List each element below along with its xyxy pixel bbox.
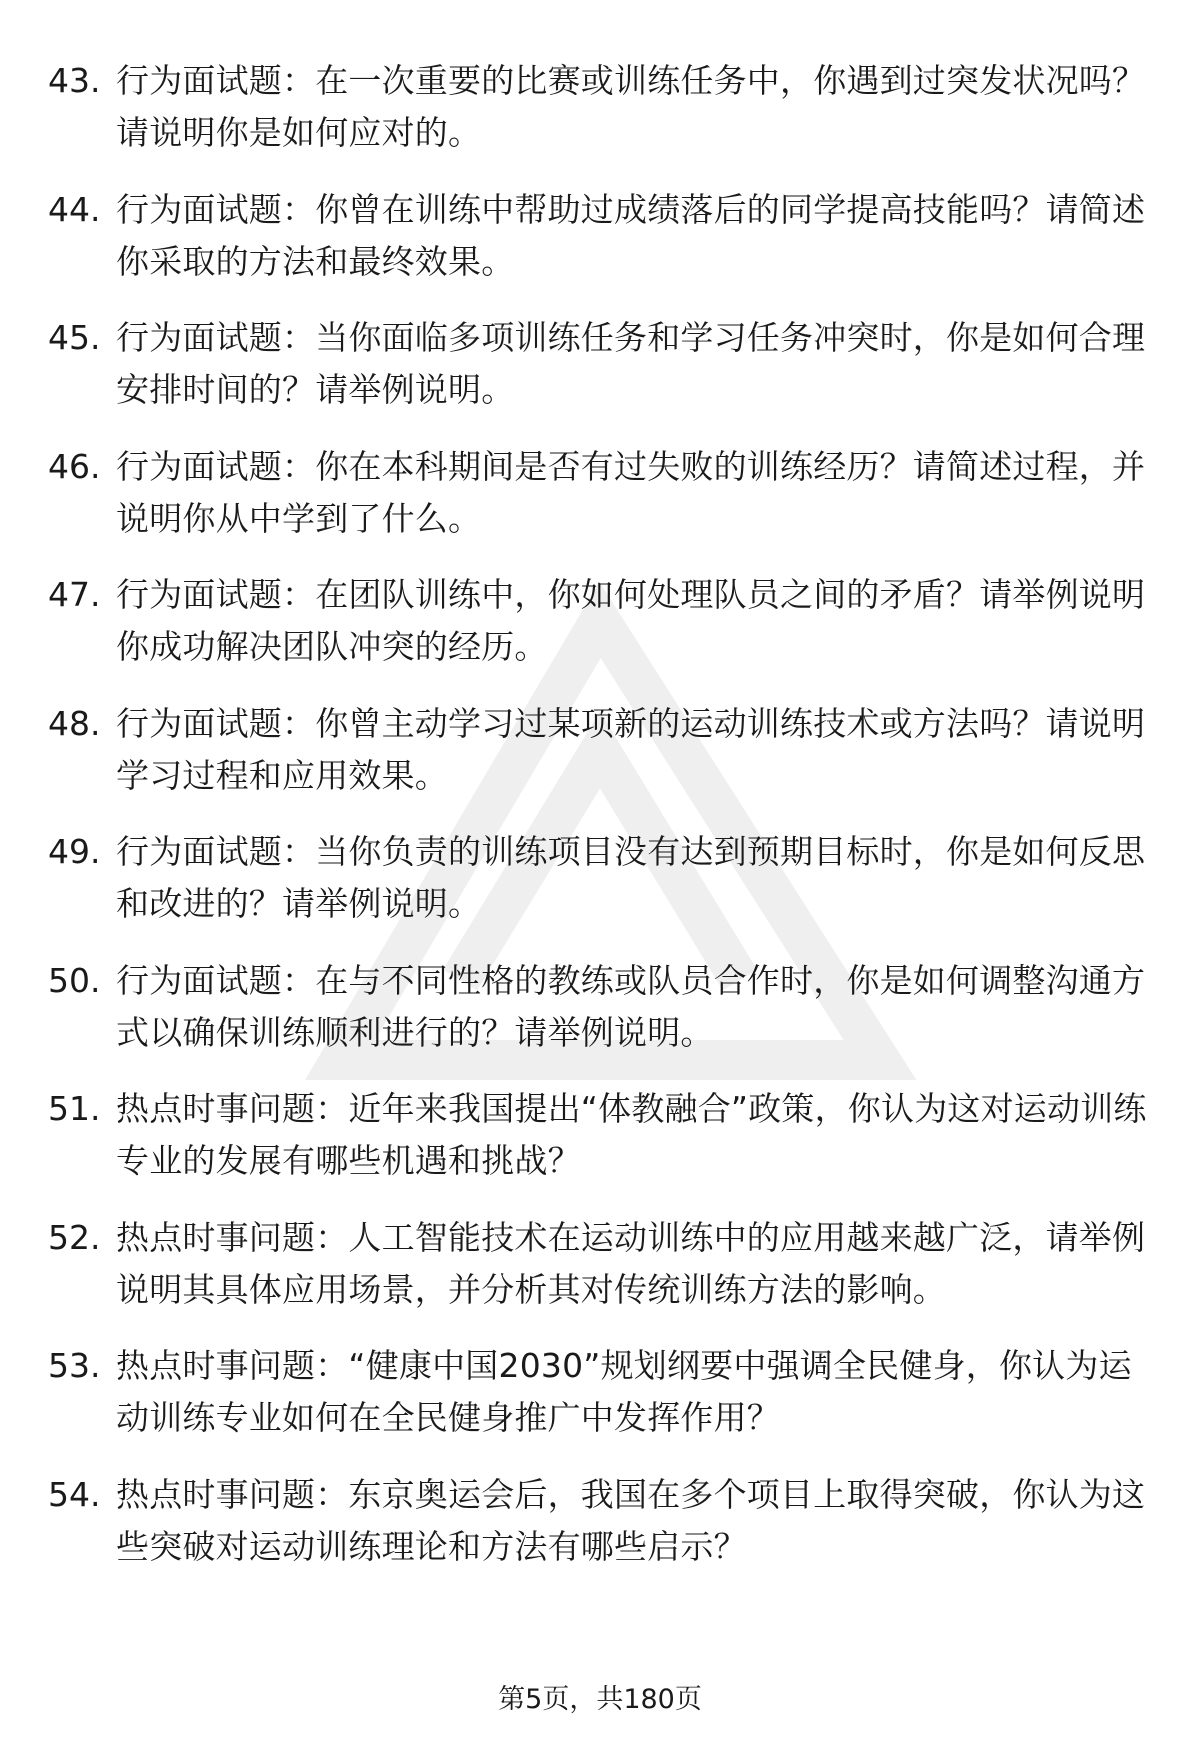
list-item (48, 1469, 1158, 1598)
question-text: 热点时事问题：“健康中国2030”规划纲要中强调全民健身，你认为运动训练专业如何在全民健身推广中发挥作用？ (116, 1346, 1132, 1437)
question-text: 行为面试题：你曾主动学习过某项新的运动训练技术或方法吗？请说明学习过程和应用效果。 (116, 703, 1146, 795)
question-text: 行为面试题：当你面临多项训练任务和学习任务冲突时，你是如何合理安排时间的？请举例说明。 (116, 318, 1146, 409)
question-text: 热点时事问题：东京奥运会后，我国在多个项目上取得突破，你认为这些突破对运动训练理论和方法有哪些启示？ (116, 1474, 1146, 1566)
question-text: 热点时事问题：人工智能技术在运动训练中的应用越来越广泛，请举例说明其具体应用场景，并分析其对传统训练方法的影响。 (116, 1217, 1146, 1309)
question-number: 43. (48, 61, 101, 100)
list-item (48, 826, 1158, 955)
page-footer: 第5页，共180页 (498, 1684, 702, 1715)
list-item (48, 184, 1158, 313)
list-item (48, 1212, 1158, 1341)
question-text: 行为面试题：当你负责的训练项目没有达到预期目标时，你是如何反思和改进的？请举例说明。 (116, 832, 1146, 923)
question-text: 行为面试题：在一次重要的比赛或训练任务中，你遇到过突发状况吗？请说明你是如何应对的。 (116, 61, 1146, 152)
question-list (48, 55, 1158, 1597)
question-text: 行为面试题：你在本科期间是否有过失败的训练经历？请简述过程，并说明你从中学到了什么。 (116, 446, 1146, 538)
list-item (48, 312, 1158, 441)
question-text: 行为面试题：在团队训练中，你如何处理队员之间的矛盾？请举例说明你成功解决团队冲突的经历。 (116, 575, 1146, 666)
question-number: 48. (48, 703, 101, 743)
question-number: 44. (48, 189, 101, 229)
question-number: 45. (48, 318, 101, 357)
list-item (48, 55, 1158, 184)
question-text: 行为面试题：你曾在训练中帮助过成绩落后的同学提高技能吗？请简述你采取的方法和最终效果。 (116, 189, 1146, 281)
question-number: 52. (48, 1217, 101, 1257)
list-item (48, 441, 1158, 570)
list-item (48, 698, 1158, 827)
list-item (48, 1340, 1158, 1469)
list-item (48, 1083, 1158, 1212)
question-number: 46. (48, 446, 101, 486)
question-number: 50. (48, 960, 101, 1000)
question-number: 53. (48, 1346, 101, 1385)
question-number: 54. (48, 1474, 101, 1514)
list-item (48, 569, 1158, 698)
question-text: 行为面试题：在与不同性格的教练或队员合作时，你是如何调整沟通方式以确保训练顺利进行的？请举例说明。 (116, 960, 1146, 1052)
question-text: 热点时事问题：近年来我国提出“体教融合”政策，你认为这对运动训练专业的发展有哪些机遇和挑战？ (116, 1089, 1147, 1180)
list-item (48, 955, 1158, 1084)
question-number: 47. (48, 575, 101, 614)
question-number: 51. (48, 1089, 101, 1128)
question-number: 49. (48, 832, 101, 871)
